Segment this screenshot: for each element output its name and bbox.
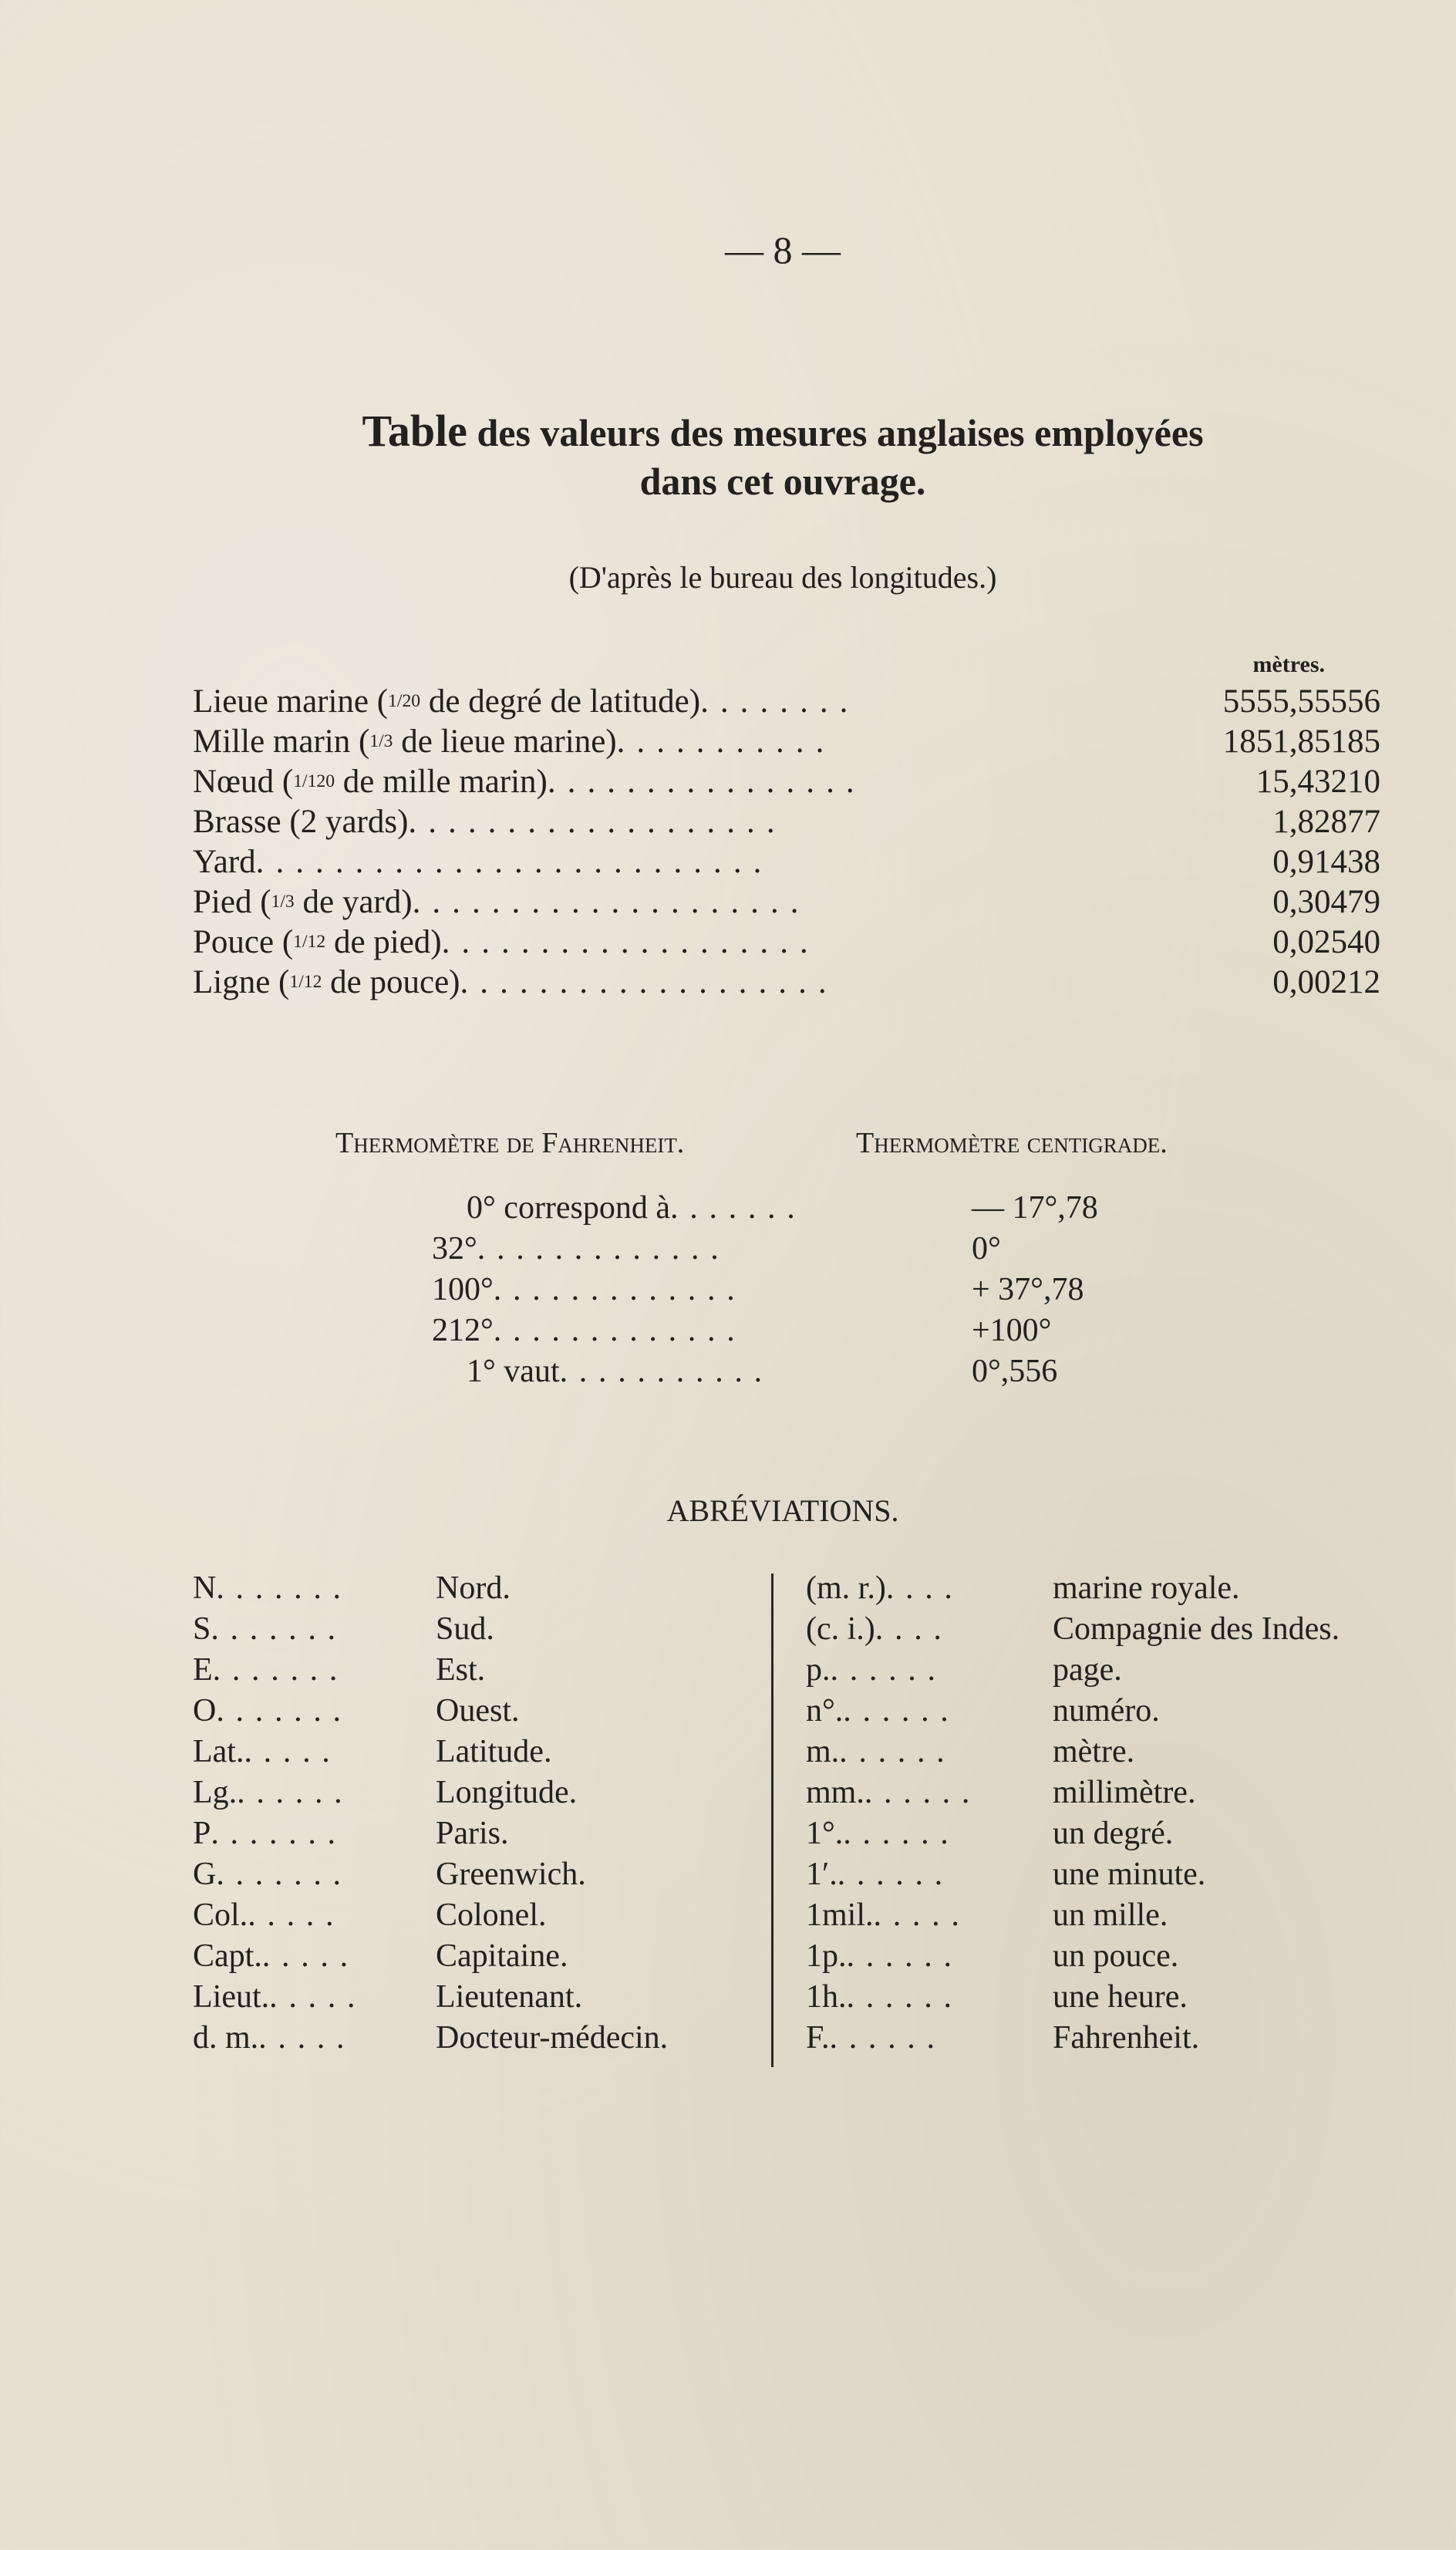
abbreviation-text: m. xyxy=(806,1734,840,1769)
leader-dots: ....... xyxy=(212,1652,349,1688)
measure-label-text: Mille marin ( xyxy=(193,724,370,760)
abbreviation xyxy=(193,1856,352,1893)
leader-dots: ...... xyxy=(843,1816,960,1851)
leader-dots: ..... xyxy=(873,1897,971,1933)
centigrade-value: 0°,556 xyxy=(972,1354,1058,1389)
abbreviation-text: Lieut. xyxy=(193,1979,270,2015)
leader-dots: ...... xyxy=(846,1979,963,2015)
abbreviation-row xyxy=(806,2019,1423,2061)
abbreviation-meaning: Latitude. xyxy=(436,1734,552,1769)
abbreviation-row xyxy=(193,1856,810,1897)
abbreviation xyxy=(806,1570,964,1607)
abbreviation-meaning: Sud. xyxy=(436,1611,494,1647)
measure-value: 1851,85185 xyxy=(1222,724,1380,760)
abbreviation-text: 1mil. xyxy=(806,1897,874,1933)
measure-label-text: de pouce) xyxy=(322,964,460,1000)
fahrenheit-value xyxy=(467,1189,806,1226)
abbreviation-meaning: Paris. xyxy=(436,1816,509,1851)
abbreviation-meaning: page. xyxy=(1053,1652,1122,1688)
leader-dots: ....... xyxy=(211,1611,347,1647)
leader-dots: ................... xyxy=(460,964,838,1000)
abbreviation-row xyxy=(193,1815,810,1857)
abbreviation-meaning: Colonel. xyxy=(436,1897,547,1933)
abbreviation xyxy=(806,1651,947,1688)
measure-label-text: Brasse (2 yards) xyxy=(193,804,409,840)
abbreviation-row xyxy=(806,1978,1423,2020)
leader-dots: ............. xyxy=(493,1313,747,1348)
abbreviation xyxy=(806,1815,960,1852)
abbreviation-text: (m. r.) xyxy=(806,1570,886,1606)
measure-label-text: de yard) xyxy=(294,884,413,920)
measure-value: 1,82877 xyxy=(1272,804,1380,840)
abbreviation-meaning: numéro. xyxy=(1053,1693,1160,1729)
thermo-row xyxy=(467,1353,1161,1395)
measure-row xyxy=(193,763,1380,805)
leader-dots: ..... xyxy=(248,1897,345,1933)
measure-row xyxy=(193,843,1380,885)
leader-dots: .... xyxy=(875,1611,953,1647)
abbreviations-title: ABRÉVIATIONS. xyxy=(666,1493,899,1528)
abbreviation-meaning: un mille. xyxy=(1053,1897,1168,1933)
measure-row xyxy=(193,683,1380,725)
abbreviation-row xyxy=(806,1897,1423,1938)
abbreviation-row xyxy=(193,1692,810,1734)
abbreviation xyxy=(193,1733,341,1770)
leader-dots: ...... xyxy=(837,1857,954,1892)
leader-dots: ....... xyxy=(216,1693,352,1729)
abbreviation-meaning: un degré. xyxy=(1053,1816,1174,1851)
leader-dots: ....... xyxy=(216,1857,352,1892)
abbreviation xyxy=(806,2019,946,2056)
abbreviation-row xyxy=(806,1856,1423,1897)
fahrenheit-text: 0° correspond à xyxy=(467,1190,671,1226)
measure-fraction: 1/3 xyxy=(369,730,393,751)
measure-fraction: 1/20 xyxy=(388,690,421,711)
abbreviation xyxy=(193,1692,352,1729)
leader-dots: ..... xyxy=(258,2020,356,2056)
measure-row xyxy=(193,923,1380,966)
measure-row xyxy=(193,883,1380,926)
leader-dots: ........ xyxy=(700,683,860,720)
abbreviation-row xyxy=(806,1938,1423,1979)
thermo-row xyxy=(432,1312,1126,1354)
abbreviation-row xyxy=(806,1570,1423,1611)
leader-dots: ....... xyxy=(670,1190,807,1226)
abbreviation-text: G xyxy=(193,1857,217,1892)
abbreviation-row xyxy=(193,1611,810,1652)
abbreviation xyxy=(193,1938,359,1975)
measure-label-text: Lieue marine ( xyxy=(193,683,389,720)
abbreviation-text: F. xyxy=(806,2020,830,2056)
abbreviation xyxy=(193,1815,347,1852)
abbreviation-meaning: mètre. xyxy=(1053,1734,1135,1769)
abbreviation-row xyxy=(806,1815,1423,1857)
abbreviation-text: Lg. xyxy=(193,1775,238,1810)
abbreviation xyxy=(193,1570,352,1607)
leader-dots: ...... xyxy=(843,1693,960,1729)
leader-dots: ...... xyxy=(237,1775,354,1810)
measure-label-text: de pied) xyxy=(325,924,442,960)
abbreviation xyxy=(193,1651,349,1688)
abbreviation xyxy=(806,1692,960,1729)
abbreviation-row xyxy=(806,1733,1423,1775)
leader-dots: ................ xyxy=(547,764,866,800)
measure-label xyxy=(193,883,811,921)
measure-fraction: 1/3 xyxy=(271,891,295,912)
measure-label xyxy=(193,803,787,841)
measure-label-text: de mille marin) xyxy=(335,764,548,800)
measure-label-text: Pouce ( xyxy=(193,924,294,960)
abbreviation-meaning: Fahrenheit. xyxy=(1053,2020,1200,2056)
abbreviation-row xyxy=(193,1570,810,1611)
measure-label xyxy=(193,843,773,881)
table-title-line1 xyxy=(0,405,1456,457)
abbreviation xyxy=(193,2019,356,2056)
measure-row xyxy=(193,963,1380,1006)
centigrade-value: — 17°,78 xyxy=(972,1190,1098,1226)
abbreviation-meaning: millimètre. xyxy=(1053,1775,1196,1810)
centigrade-value: 0° xyxy=(972,1231,1001,1267)
measure-label xyxy=(193,683,859,720)
leader-dots: ..... xyxy=(261,1938,359,1974)
abbreviation-row xyxy=(193,1733,810,1775)
abbreviation-row xyxy=(806,1611,1423,1652)
abbreviation-row xyxy=(193,1978,810,2020)
abbreviation-meaning: une heure. xyxy=(1053,1979,1188,2015)
leader-dots: ........... xyxy=(559,1354,774,1389)
abbreviation xyxy=(806,1856,954,1893)
leader-dots: ..... xyxy=(244,1734,342,1769)
abbreviation xyxy=(193,1774,353,1811)
abbreviation-meaning: Docteur-médecin. xyxy=(436,2020,669,2056)
page-number: — 8 — xyxy=(725,228,841,272)
abbreviation xyxy=(806,1774,981,1811)
abbreviation xyxy=(193,1897,345,1934)
leader-dots: ...... xyxy=(864,1775,982,1810)
abbreviation-row xyxy=(193,1774,810,1816)
measure-value: 0,30479 xyxy=(1272,884,1380,920)
abbreviation-row xyxy=(193,2019,810,2061)
abbreviation-meaning: un pouce. xyxy=(1053,1938,1179,1974)
abbreviation-text: 1p. xyxy=(806,1938,847,1974)
measure-label xyxy=(193,723,835,761)
leader-dots: ...... xyxy=(830,1652,947,1688)
abbreviation xyxy=(806,1897,971,1934)
abbreviation-row xyxy=(806,1651,1423,1693)
abbreviation-text: P xyxy=(193,1816,211,1851)
abbreviation-text: Col. xyxy=(193,1897,248,1933)
measure-value: 15,43210 xyxy=(1255,764,1380,800)
abbreviation-text: S xyxy=(193,1611,211,1647)
abbreviation-row xyxy=(193,1938,810,1979)
abbreviation-text: p. xyxy=(806,1652,831,1688)
fahrenheit-text: 1° vaut xyxy=(467,1354,560,1389)
abbreviation xyxy=(193,1978,366,2015)
abbreviation-meaning: Compagnie des Indes. xyxy=(1053,1611,1340,1647)
leader-dots: ..... xyxy=(269,1979,367,2015)
measure-row xyxy=(193,803,1380,845)
centigrade-value: +100° xyxy=(972,1313,1052,1348)
measure-value: 0,91438 xyxy=(1272,844,1380,880)
measure-fraction: 1/12 xyxy=(293,931,326,952)
subtitle: (D'après le bureau des longitudes.) xyxy=(568,560,997,595)
thermo-row xyxy=(432,1230,1126,1273)
title-lead-word: Table xyxy=(362,406,467,456)
leader-dots: ............. xyxy=(477,1231,730,1267)
abbreviation-meaning: Ouest. xyxy=(436,1693,520,1729)
fahrenheit-text: 32° xyxy=(432,1231,477,1267)
abbreviation-text: Lat. xyxy=(193,1734,244,1769)
measure-label xyxy=(193,763,866,801)
abbreviation-text: Capt. xyxy=(193,1938,262,1974)
measure-label-text: Yard xyxy=(193,844,256,880)
leader-dots: ...... xyxy=(829,2020,946,2056)
abbreviation xyxy=(806,1733,956,1770)
table-title-line2: dans cet ouvrage. xyxy=(639,460,926,503)
leader-dots: ....... xyxy=(211,1816,347,1851)
measure-fraction: 1/120 xyxy=(293,771,335,791)
title-rest: des valeurs des mesures anglaises employées xyxy=(467,411,1204,454)
abbreviation-row xyxy=(806,1692,1423,1734)
abbreviation-meaning: Est. xyxy=(436,1652,486,1688)
measure-label-text: Pied ( xyxy=(193,884,271,920)
measure-label-text: de lieue marine) xyxy=(393,724,617,760)
abbreviation-text: 1°. xyxy=(806,1816,844,1851)
leader-dots: .................... xyxy=(412,884,811,920)
abbreviation-row xyxy=(806,1774,1423,1816)
fahrenheit-header: Thermomètre de Fahrenheit. xyxy=(335,1127,685,1159)
leader-dots: ................... xyxy=(408,804,787,840)
measure-label xyxy=(193,923,820,961)
measure-label-text: de degré de latitude) xyxy=(420,683,701,720)
abbreviation-meaning: Longitude. xyxy=(436,1775,578,1810)
abbreviation-text: N xyxy=(193,1570,217,1606)
measure-label-text: Nœud ( xyxy=(193,764,294,800)
measure-label xyxy=(193,963,838,1001)
thermo-row xyxy=(467,1189,1161,1232)
abbreviation-text: n°. xyxy=(806,1693,844,1729)
abbreviation-text: mm. xyxy=(806,1775,865,1810)
measure-value: 0,02540 xyxy=(1272,924,1380,960)
abbreviation-text: 1h. xyxy=(806,1979,847,2015)
unit-header: mètres. xyxy=(1252,652,1325,677)
abbreviation-text: (c. i.) xyxy=(806,1611,875,1647)
column-divider xyxy=(771,1574,774,2067)
leader-dots: ...... xyxy=(846,1938,963,1974)
abbreviation-text: d. m. xyxy=(193,2020,259,2056)
abbreviation-text: O xyxy=(193,1693,217,1729)
abbreviation-text: E xyxy=(193,1652,213,1688)
abbreviation-row xyxy=(193,1651,810,1693)
measure-row xyxy=(193,723,1380,765)
measure-value: 5555,55556 xyxy=(1222,683,1380,720)
centigrade-value: + 37°,78 xyxy=(972,1272,1084,1307)
fahrenheit-text: 100° xyxy=(432,1272,494,1307)
leader-dots: ...... xyxy=(839,1734,956,1769)
fahrenheit-text: 212° xyxy=(432,1313,494,1348)
thermo-row xyxy=(432,1271,1126,1314)
measure-fraction: 1/12 xyxy=(289,971,322,992)
abbreviation-meaning: Nord. xyxy=(436,1570,511,1606)
abbreviation-row xyxy=(193,1897,810,1938)
abbreviation-text: 1′. xyxy=(806,1857,838,1892)
leader-dots: .......................... xyxy=(255,844,774,880)
centigrade-header: Thermomètre centigrade. xyxy=(856,1127,1168,1159)
abbreviation-meaning: Lieutenant. xyxy=(436,1979,583,2015)
abbreviation xyxy=(806,1938,963,1975)
abbreviation xyxy=(806,1611,953,1648)
abbreviation xyxy=(806,1978,963,2015)
leader-dots: ........... xyxy=(616,724,836,760)
leader-dots: ................... xyxy=(441,924,820,960)
abbreviation-meaning: une minute. xyxy=(1053,1857,1206,1892)
fahrenheit-value xyxy=(432,1312,746,1349)
fahrenheit-value xyxy=(432,1230,730,1267)
leader-dots: .... xyxy=(885,1570,964,1606)
abbreviation-meaning: marine royale. xyxy=(1053,1570,1240,1606)
abbreviation-meaning: Greenwich. xyxy=(436,1857,586,1892)
fahrenheit-value xyxy=(467,1353,774,1390)
measure-label-text: Ligne ( xyxy=(193,964,290,1000)
abbreviation xyxy=(193,1611,347,1648)
measure-value: 0,00212 xyxy=(1272,964,1380,1000)
leader-dots: ............. xyxy=(493,1272,747,1307)
fahrenheit-value xyxy=(432,1271,746,1308)
leader-dots: ....... xyxy=(216,1570,352,1606)
abbreviation-meaning: Capitaine. xyxy=(436,1938,568,1974)
